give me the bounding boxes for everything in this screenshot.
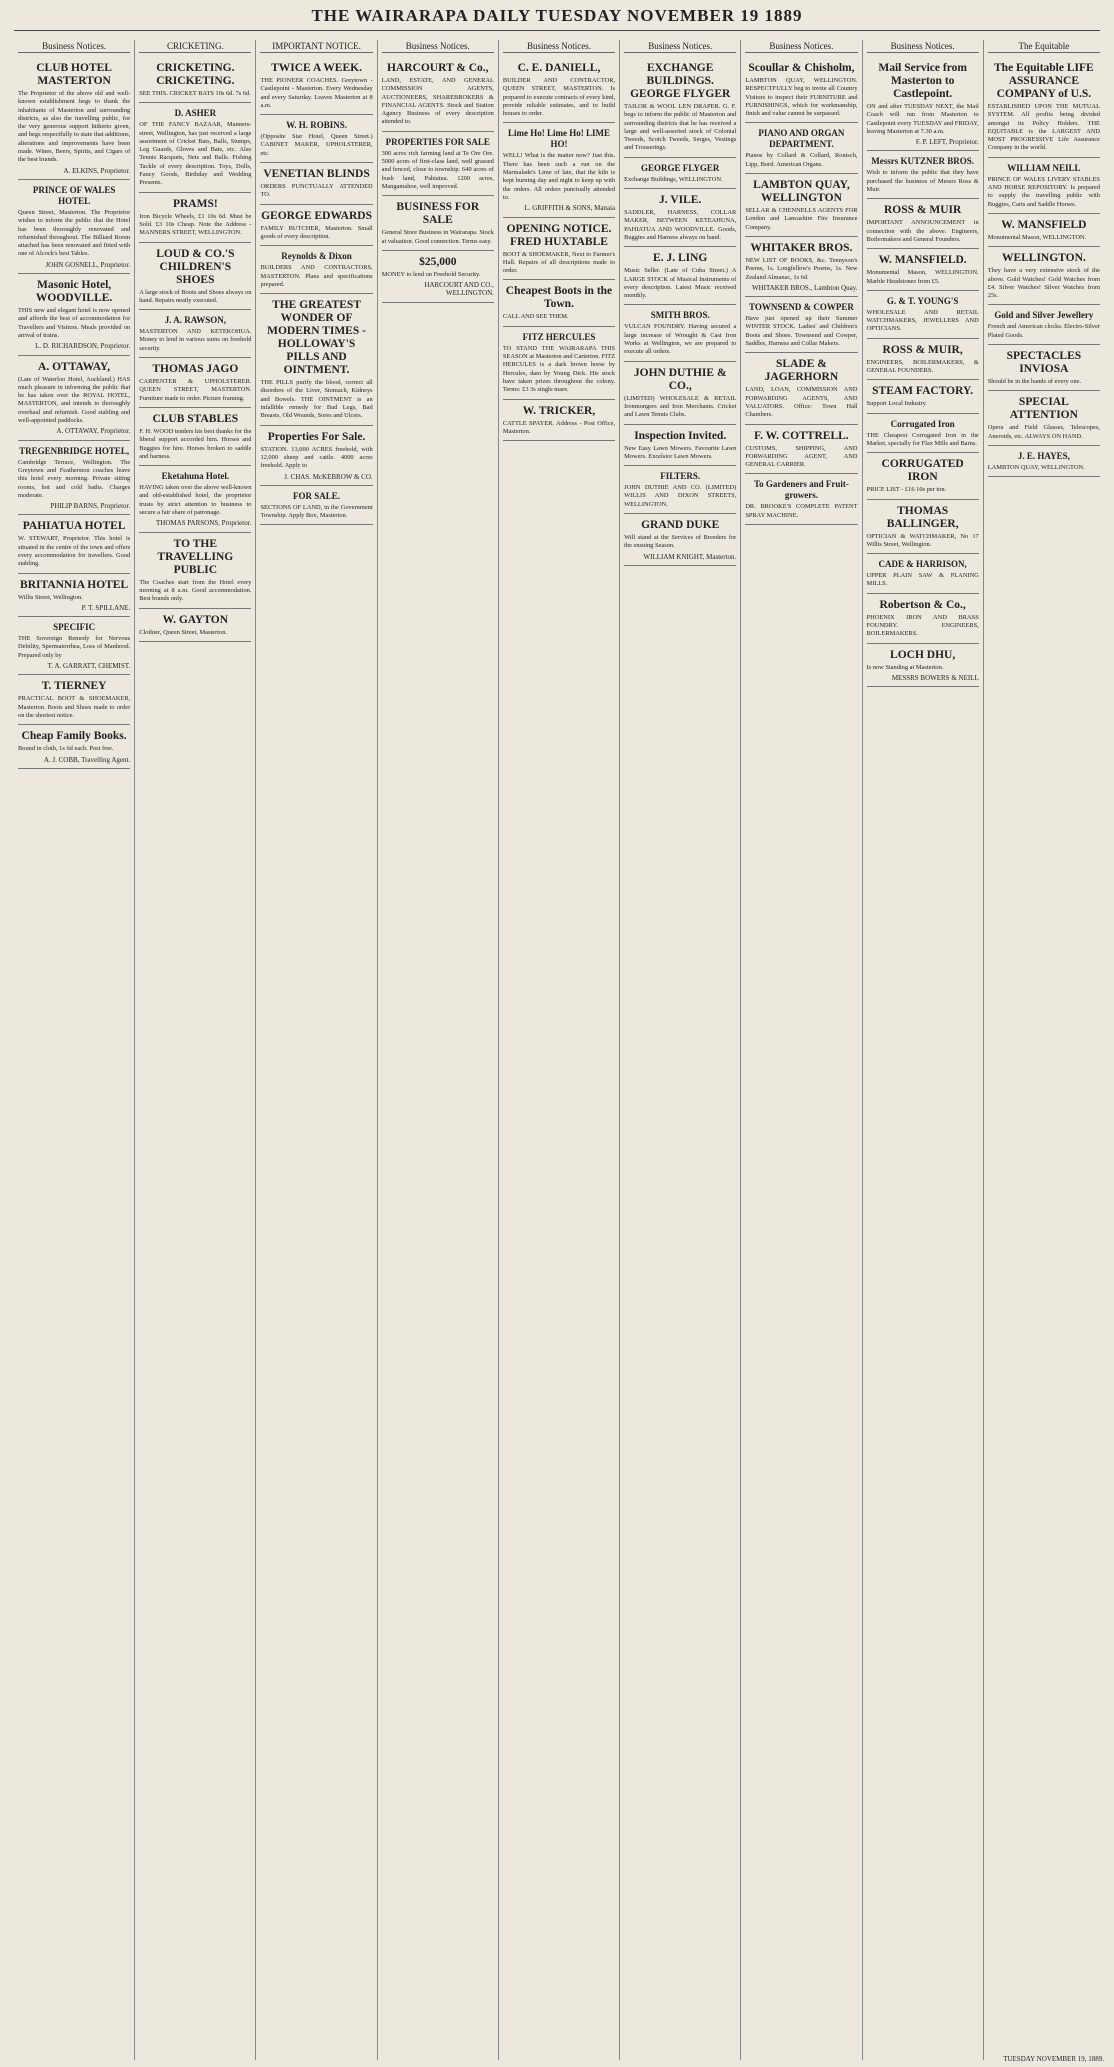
ad-body: JOHN DUTHIE AND CO. (LIMITED) WILLIS AND DIXON STREETS, WELLINGTON. [624,484,737,508]
column-6 [620,40,741,2060]
ad-title: F. W. COTTRELL. [754,429,849,442]
ad-body: A large stock of Boots and Shoes always on hand. Repairs neatly executed. [139,288,252,304]
ad-title: THE GREATEST WONDER OF MODERN TIMES - HOLLOWAY'S PILLS AND OINTMENT. [267,299,366,377]
ad-body: BUILDERS AND CONTRACTORS, MASTERTON. Plans and specifications prepared. [260,264,373,288]
ad-title: LOUD & CO.'S CHILDREN'S SHOES [156,247,235,286]
ad-body: PRACTICAL BOOT & SHOEMAKER, Masterton. Boots and Shoes made to order on the shortest notice. [18,695,131,719]
advertisement [382,132,494,196]
ad-body: VULCAN FOUNDRY. Having secured a large increase of Wrought & Cast Iron Works at Wellington, we are prepared to execute all orders. [624,323,737,356]
ad-title: Lime Ho! Lime Ho! LIME HO! [507,128,610,150]
ad-title: Reynolds & Dixon [281,251,352,262]
ad-title: CRICKETING. CRICKETING. [156,62,235,87]
column-heading: Business Notices. [382,40,494,53]
ad-body: Clothier, Queen Street, Masterton. [139,628,227,636]
ad-body: Support Local Industry. [866,400,927,408]
advertisement [139,358,251,408]
column-heading: The Equitable [988,40,1100,53]
ad-title: Scoullar & Chisholm, [748,62,855,74]
advertisement [382,196,494,251]
ad-signature: MESSRS BOWERS & NEILL [891,673,979,682]
ad-title: J. E. HAYES, [1017,450,1070,461]
advertisement [18,617,130,675]
column-9 [984,40,1104,2060]
advertisement [624,514,736,566]
advertisement [260,294,372,425]
ad-body: French and American clocks. Electro-Silver Plated Goods. [987,323,1100,339]
ad-body: PRICE LIST - £16 10s per ton. [866,486,947,494]
ad-body: LAMBTON QUAY, WELLINGTON. [987,463,1085,471]
ad-signature: THOMAS PARSONS, Proprietor. [156,519,252,528]
ad-body: UPPER PLAIN SAW & PLANING MILLS. [866,572,979,588]
ad-title: WELLINGTON. [1001,252,1086,265]
ad-signature: L. GRIFFITH & SONS, Manaia [524,204,616,213]
ad-body: Monumental Mason, WELLINGTON. Marble Headstones from £5. [866,269,979,285]
advertisement [18,57,130,180]
ad-body: THE PIONEER COACHES. Greytown - Castlepoint - Masterton. Every Wednesday and every Saturday. Leaves Masterton at 8 a.m. [260,77,373,109]
ad-title: LAMBTON QUAY, WELLINGTON [753,179,850,205]
advertisement [988,391,1100,446]
ad-title: BUSINESS FOR SALE [396,201,480,227]
advertisement [139,533,251,609]
ad-body: (Opposite Star Hotel, Queen Street.) CABINET MAKER, UPHOLSTERER, etc. [260,133,373,157]
ad-title: CADE & HARRISON, [878,559,967,570]
ad-title: Inspection Invited. [634,429,727,442]
advertisement [139,408,251,466]
ad-signature: L. D. RICHARDSON, Proprietor. [35,342,131,351]
ad-title: SPECIFIC [53,622,96,633]
ad-body: CARPENTER & UPHOLSTERER. QUEEN STREET, MASTERTON. Furniture made to order. Picture framing. [139,378,252,402]
advertisement [260,205,372,247]
column-heading: Business Notices. [624,40,736,53]
ad-body: IMPORTANT ANNOUNCEMENT in connection with the above. Engineers, Boilermakers and General Founders. [866,219,979,243]
ad-body: ORDERS PUNCTUALLY ATTENDED TO. [260,183,373,199]
ad-signature: WHITAKER BROS., Lambton Quay. [752,283,858,292]
column-1 [14,40,135,2060]
column-8 [863,40,984,2060]
ad-title: Eketahuna Hotel. [161,471,230,482]
ad-body: CALL AND SEE THEM. [502,313,569,321]
advertisement [867,57,979,151]
ad-title: GEORGE FLYGER [640,162,720,173]
ad-title: JOHN DUTHIE & CO., [633,366,727,392]
ad-body: SECTIONS OF LAND, in the Government Township. Apply Box, Masterton. [260,503,373,520]
ad-title: SLADE & JAGERHORN [764,358,839,384]
ad-body: SADDLER, HARNESS, COLLAR MAKER, BETWEEN KETEAHUNA, PAHIATUA AND WOODVILLE. Goods, Buggies and Harness always on hand. [624,209,737,241]
ad-body: WELL! What is the matter now? Just this. There has been such a run on the Marmalade's Lime of late, that the kiln is kept burning day and night to keep up with the orders. All orders punctually attended to. [502,152,616,201]
ad-title: CORRUGATED IRON [881,458,964,484]
ad-body: DR. BROOKE'S COMPLETE PATENT SPRAY MACHINE. [745,503,858,519]
ad-body: PHOENIX IRON AND BRASS FOUNDRY. ENGINEERS, BOILERMAKERS. [866,613,979,638]
column-heading: IMPORTANT NOTICE. [260,40,372,53]
ad-body: THE PILLS purify the blood, correct all disorders of the Liver, Stomach, Kidneys and Bowels. THE OINTMENT is an infallible remedy for Bad Legs, Bad Breasts, Old Wounds, Sores and Ulcers. [260,379,373,420]
advertisement [260,163,372,205]
ad-title: WILLIAM NEILL [1007,162,1081,173]
ad-signature: P. T. SPILLANE. [81,603,131,612]
ad-body: The Coaches start from the Hotel every morning at 8 a.m. Good accommodation. Best brands only. [139,578,252,603]
advertisement [867,554,979,594]
ad-title: PRAMS! [172,197,218,210]
ad-body: Queen Street, Masterton. The Proprietor wishes to inform the public that the Hotel has been thoroughly renovated and refurnished throughout. The Billiard Room attached has been renovated and fitted with one of Alcock's best Tables. [18,208,131,258]
ad-body: Should be in the hands of every one. [987,378,1082,386]
ad-body: Is now Standing at Masterton. [866,663,944,671]
masthead: THE WAIRARAPA DAILY TUESDAY NOVEMBER 19 1889 [311,6,803,25]
ad-body: Music Seller. (Late of Cuba Street.) A LARGE STOCK of Musical Instruments of every description. Latest Music received monthly. [624,267,737,300]
ad-body: PRINCE OF WALES LIVERY STABLES AND HORSE REPOSITORY. Is prepared to supply the travelling public with Buggies, Carts and Saddle Horses. [987,175,1100,208]
ad-title: D. ASHER [174,108,217,119]
column-5 [499,40,620,2060]
ad-title: GEORGE EDWARDS [261,209,372,222]
ad-body: LAMBTON QUAY, WELLINGTON. RESPECTFULLY beg to invite all Country Visitors to inspect their FURNITURE and FURNISHINGS, which for workmanship, finish and value cannot be surpassed. [745,77,858,118]
advertisement [18,441,130,516]
ad-title: BRITANNIA HOTEL [20,578,129,591]
masthead-rule [14,30,1100,31]
ad-body: STATION. 13,000 ACRES freehold, with 12,000 sheep and cattle. 4000 acres freehold. Apply to [260,445,373,470]
ad-title: TO THE TRAVELLING PUBLIC [157,537,234,576]
ad-title: W. MANSFIELD. [878,254,967,267]
ad-body: THE Cheapest Corrugated Iron in the Market, specially for Flax Mills and Barns. [866,431,979,447]
column-4 [378,40,499,2060]
advertisement [867,500,979,555]
advertisement [867,199,979,249]
ad-title: Mail Service from Masterton to Castlepoint. [878,62,967,100]
advertisement [867,339,979,381]
ad-title: PAHIATUA HOTEL [22,520,126,533]
advertisement [867,414,979,454]
ad-title: J. A. RAWSON, [164,315,226,326]
advertisement [745,353,857,424]
ad-title: A. OTTAWAY, [38,360,111,373]
advertisement [745,474,857,525]
ad-title: W. GAYTON [162,613,229,626]
advertisement [867,594,979,644]
ad-title: CLUB STABLES [152,412,239,425]
ad-body: Iron Bicycle Wheels, £1 10s 6d. Must be Sold. £3 10s Cheap. Note the Address - MANNERS STREET, WELLINGTON. [139,212,252,237]
advertisement [503,400,615,442]
advertisement [745,425,857,475]
advertisement [867,151,979,199]
ad-title: PIANO AND ORGAN DEPARTMENT. [758,128,845,150]
advertisement [745,57,857,123]
advertisement [624,247,736,305]
ad-title: HARCOURT & Co., [386,62,489,74]
ad-title: Corrugated Iron [890,418,955,429]
ad-title: PROPERTIES FOR SALE [385,136,490,147]
ad-body: Will stand at the Services of Breeders for the ensuing Season. [624,534,737,550]
ad-body: TO STAND THE WAIRARAPA THIS SEASON at Masterton and Carterton. FITZ HERCULES is a dark brown horse by Hercules, dam by Young Dick. His stock have taken prizes throughout the colony. Terms: £3 3s single mare. [502,344,616,394]
ad-title: ROSS & MUIR [883,204,962,217]
ad-title: WHITAKER BROS. [750,241,853,254]
ad-title: The Equitable LIFE ASSURANCE COMPANY of U.S. [994,62,1094,100]
advertisement [867,291,979,339]
ad-title: Cheapest Boots in the Town. [505,285,613,311]
ad-body: WHOLESALE AND RETAIL WATCHMAKERS, JEWELLERS AND OPTICIANS. [866,308,979,333]
ad-body: BOOT & SHOEMAKER, Next to Farmer's Hall. Repairs of all descriptions made to order. [502,250,616,275]
advertisement [18,574,130,618]
ad-body: They have a very extensive stock of the above. Gold Watches! Gold Watches from £4. Silver Watches! Silver Watches from 25s. [987,267,1100,300]
ad-title: EXCHANGE BUILDINGS. GEORGE FLYGER [630,62,731,100]
ad-body: ENGINEERS, BOILERMAKERS, & GENERAL FOUNDERS. [866,358,979,375]
advertisement [503,280,615,326]
ad-body: ESTABLISHED UPON THE MUTUAL SYSTEM. All profits being divided amongst its Policy Holders. THE EQUITABLE is the LARGEST AND MOST PROGRESSIVE Life Assurance Company in the world. [987,103,1100,152]
advertisement [18,356,130,441]
advertisement [867,380,979,413]
ad-body: New Easy Lawn Mowers. Favourite Lawn Mowers. Excelsior Lawn Mowers. [624,444,737,460]
ad-title: VENETIAN BLINDS [263,168,370,181]
advertisement [988,446,1100,477]
ad-body: HAVING taken over the above well-known and old-established hotel, the proprietor trusts by strict attention to business to secure a fair share of patronage. [139,484,252,517]
advertisement [503,57,615,123]
ad-body: 300 acres rich farming land at Te Ore Ore. 5000 acres of first-class land, well grassed and fenced, close to township. 640 acres of bush land, Pahiatua. 1200 acres, Mangamahoe, well improved. [381,149,494,190]
advertisement [503,218,615,281]
advertisement [139,609,251,642]
column-7 [741,40,862,2060]
ad-title: TREGENBRIDGE HOTEL, [19,445,130,456]
advertisement [139,466,251,532]
footer-date: TUESDAY NOVEMBER 19, 1889. [1003,2055,1104,2063]
ad-body: LAND, ESTATE, AND GENERAL COMMISSION AGENTS, AUCTIONEERS, SHAREBROKERS & FINANCIAL AGENTS. Stock and Station Agency Business of every description attended to. [381,77,494,126]
ad-body: General Store Business in Wairarapa. Stock at valuation. Good connection. Terms easy. [381,229,494,245]
ad-title: FOR SALE. [293,490,341,501]
ad-title: Masonic Hotel, WOODVILLE. [35,279,113,305]
ad-body: (Late of Waterloo Hotel, Auckland.) HAS much pleasure in informing the public that he has taken over the ROYAL HOTEL, MASTERTON, and intends to thoroughly overhaul and refurnish. Good stabling and well-appointed paddocks. [18,375,131,425]
advertisement [139,103,251,192]
ad-title: $25,000 [419,255,457,268]
ad-body: OPTICIAN & WATCHMAKER, No 17 Willis Street, Wellington. [866,532,979,548]
ad-body: ON and after TUESDAY NEXT, the Mail Coach will run from Masterton to Castlepoint every TUESDAY and FRIDAY, leaving Masterton at 7.30 a.m. [866,103,979,135]
ad-title: SPECTACLES INVIOSA [1006,350,1082,376]
column-heading: Business Notices. [18,40,130,53]
column-heading: Business Notices. [503,40,615,53]
advertisement [988,345,1100,391]
ad-body: THE Sovereign Remedy for Nervous Debility, Spermatorrhea, Loss of Manhood. Prepared only by [18,635,131,659]
ad-body: Willis Street, Wellington. [18,593,83,601]
ad-title: SMITH BROS. [650,310,710,321]
advertisement [745,174,857,237]
advertisement [745,123,857,174]
ad-body: TAILOR & WOOL LEN DRAPER. G. F. begs to inform the public of Masterton and surrounding districts that he has received a large and well-assorted stock of Colonial Tweeds, Scotch Tweeds, Serges, Vestings and Trouserings. [624,103,737,152]
column-heading: CRICKETING. [139,40,251,53]
advertisement [624,425,736,467]
advertisement [382,57,494,132]
advertisement [18,274,130,355]
ad-signature: A. ELKINS, Proprietor. [63,166,131,175]
advertisement [867,249,979,291]
advertisement [988,214,1100,247]
advertisement [260,115,372,163]
ad-title: GRAND DUKE [641,519,720,532]
ad-body: W. STEWART, Proprietor. This hotel is situated in the centre of the town and offers every accommodation for travellers. Good stabling. [18,535,131,568]
advertisement [745,237,857,297]
advertisement [139,193,251,243]
advertisement [624,305,736,361]
ad-title: TOWNSEND & COWPER [748,302,854,313]
ad-body: NEW LIST OF BOOKS, &c. Tennyson's Poems, 1s. Longfellow's Poems, 1s. New Zealand Almanac, 1s 6d. [745,256,858,281]
advertisement [624,466,736,514]
columns-container [14,40,1104,2060]
ad-signature: T. A. GARRATT, CHEMIST. [47,662,131,671]
ad-body: MONEY to lend on Freehold Security. [381,270,481,278]
ad-title: C. E. DANIELL, [517,62,601,74]
ad-title: E. J. LING [653,252,708,265]
ad-title: Cheap Family Books. [21,730,127,743]
ad-body: LAND, LOAN, COMMISSION AND FORWARDING AGENTS, AND VALUATORS. Office: Town Hall Chambers. [745,386,858,419]
ad-body: Monumental Mason, WELLINGTON. [987,233,1087,241]
advertisement [382,251,494,303]
ad-body: FAMILY BUTCHER, Masterton. Small goods of every description. [260,224,373,240]
column-heading: Business Notices. [867,40,979,53]
advertisement [139,310,251,358]
ad-title: Messrs KUTZNER BROS. [871,156,975,167]
advertisement [624,57,736,158]
ad-signature: PHILIP BARNS, Proprietor. [50,502,131,511]
ad-signature: JOHN GOSNELL, Proprietor. [45,260,131,269]
ad-signature: WILLIAM KNIGHT, Masterton. [643,552,737,561]
ad-body: Wish to inform the public that they have purchased the business of Messrs Ross & Muir. [866,169,979,194]
ad-title: STEAM FACTORY. [872,385,974,398]
ad-title: TWICE A WEEK. [271,62,362,74]
advertisement [624,362,736,425]
advertisement [988,57,1100,158]
advertisement [624,189,736,247]
ad-body: Have just opened up their Summer WINTER STOCK. Ladies' and Children's Boots and Shoes. Townsend and Cowper, Saddles, Harness and Collar Makers. [745,315,858,348]
column-2 [135,40,256,2060]
ad-body: OF THE FANCY BAZAAR, Manners-street, Wellington, has just received a large assortment of Cricket Bats, Balls, Stumps, Leg Guards, Gloves and Bats, etc. Also Tennis Racquets, Nets and Balls. Fishing Tackle of every description. Toys, Dolls, Fancy Goods, Birthday and Wedding Presents. [139,121,252,187]
ad-title: THOMAS BALLINGER, [886,504,959,530]
advertisement [260,57,372,115]
ad-title: T. TIERNEY [41,680,107,693]
ad-title: W. MANSFIELD [1001,218,1087,231]
ad-body: Pianos by Collard & Collard, Ronisch, Lipp, Bord. American Organs. [745,152,858,168]
ad-title: G. & T. YOUNG'S [886,295,959,306]
advertisement [139,243,251,311]
ad-body: Bound in cloth, 1s 6d each. Post free. [18,745,114,753]
ad-title: SPECIAL ATTENTION [1009,396,1078,422]
advertisement [18,515,130,573]
column-3 [256,40,377,2060]
ad-body: Exchange Buildings, WELLINGTON. [624,175,723,183]
ad-body: CATTLE SPAYER. Address - Post Office, Masterton. [502,419,616,435]
ad-body: F. H. WOOD tenders his best thanks for the liberal support accorded him. Horses and Buggies for hire. Horses broken to saddle and harness. [139,427,252,460]
advertisement [988,158,1100,214]
advertisement [624,158,736,189]
ad-title: CLUB HOTEL MASTERTON [36,62,112,87]
ad-title: ROSS & MUIR, [882,343,963,356]
ad-title: Properties For Sale. [267,430,366,443]
advertisement [503,327,615,400]
advertisement [139,57,251,103]
ad-body: Opera and Field Glasses, Telescopes, Aneroids, etc. ALWAYS ON HAND. [987,424,1100,440]
ad-signature: A. J. COBB, Travelling Agent. [43,755,131,764]
ad-body: SEE THIS. CRICKET BATS 10s 6d. 7s 6d. [139,90,251,97]
ad-body: THIS new and elegant hotel is now opened and affords the best of accommodation for Travellers and Visitors. Meals provided on arrival of trains. [18,307,131,339]
ad-signature: A. OTTAWAY, Proprietor. [56,427,131,436]
advertisement [988,305,1100,345]
ad-signature: F. P. LEFT, Proprietor. [915,138,979,147]
ad-title: J. VILE. [659,194,702,207]
ad-title: LOCH DHU, [890,648,956,661]
ad-body: CUSTOMS, SHIPPING, AND FORWARDING AGENT, AND GENERAL CARRIER. [745,444,858,469]
advertisement [745,297,857,353]
ad-body: Cambridge Terrace, Wellington. The Greytown and Featherston coaches leave this hotel every morning. Private sitting rooms, hot and cold baths. Charges moderate. [18,458,131,499]
advertisement [18,725,130,769]
ad-title: OPENING NOTICE. FRED HUXTABLE [506,222,612,248]
column-heading: Business Notices. [745,40,857,53]
advertisement [18,675,130,725]
ad-title: Gold and Silver Jewellery [994,310,1094,321]
ad-body: SELLAR & CHENNELLS AGENTS FOR London and Lancashire Fire Insurance Company. [745,207,858,231]
ad-title: FILTERS. [660,471,701,482]
ad-title: To Gardeners and Fruit-growers. [753,479,849,501]
ad-title: THOMAS JAGO [152,363,239,376]
advertisement [260,486,372,526]
advertisement [867,644,979,688]
ad-signature: HARCOURT AND CO., WELLINGTON. [424,281,494,298]
ad-title: W. TRICKER, [522,404,596,417]
ad-body: MASTERTON AND KETEKOHUA. Money to lend in various sums on freehold security. [139,328,252,352]
ad-title: Robertson & Co., [879,598,966,611]
ad-body: (LIMITED) WHOLESALE & RETAIL Ironmongers and Iron Merchants. Cricket and Lawn Tennis Clubs. [624,394,737,419]
ad-body: BUILDER AND CONTRACTOR, QUEEN STREET, MASTERTON. Is prepared to execute contracts of every kind, provide reliable estimates, and to build houses to order. [502,77,616,118]
advertisement [18,180,130,274]
ad-signature: J. CHAS. McKEBROW & CO. [284,472,373,481]
advertisement [988,247,1100,305]
ad-title: W. H. ROBINS. [286,120,348,131]
advertisement [260,426,372,486]
advertisement [503,123,615,217]
ad-title: FITZ HERCULES [522,331,596,342]
advertisement [867,453,979,499]
ad-title: PRINCE OF WALES HOTEL [32,184,116,206]
ad-body: The Proprietor of the above old and well-known establishment begs to thank the inhabitants of Masterton and surrounding districts, as also the travelling public, for the very generous support hitherto given, and begs respectfully to state that additions, alterations and improvements have been made. Wines, Beers, Spirits, and Cigars of the best brands. [18,90,131,164]
advertisement [260,246,372,294]
